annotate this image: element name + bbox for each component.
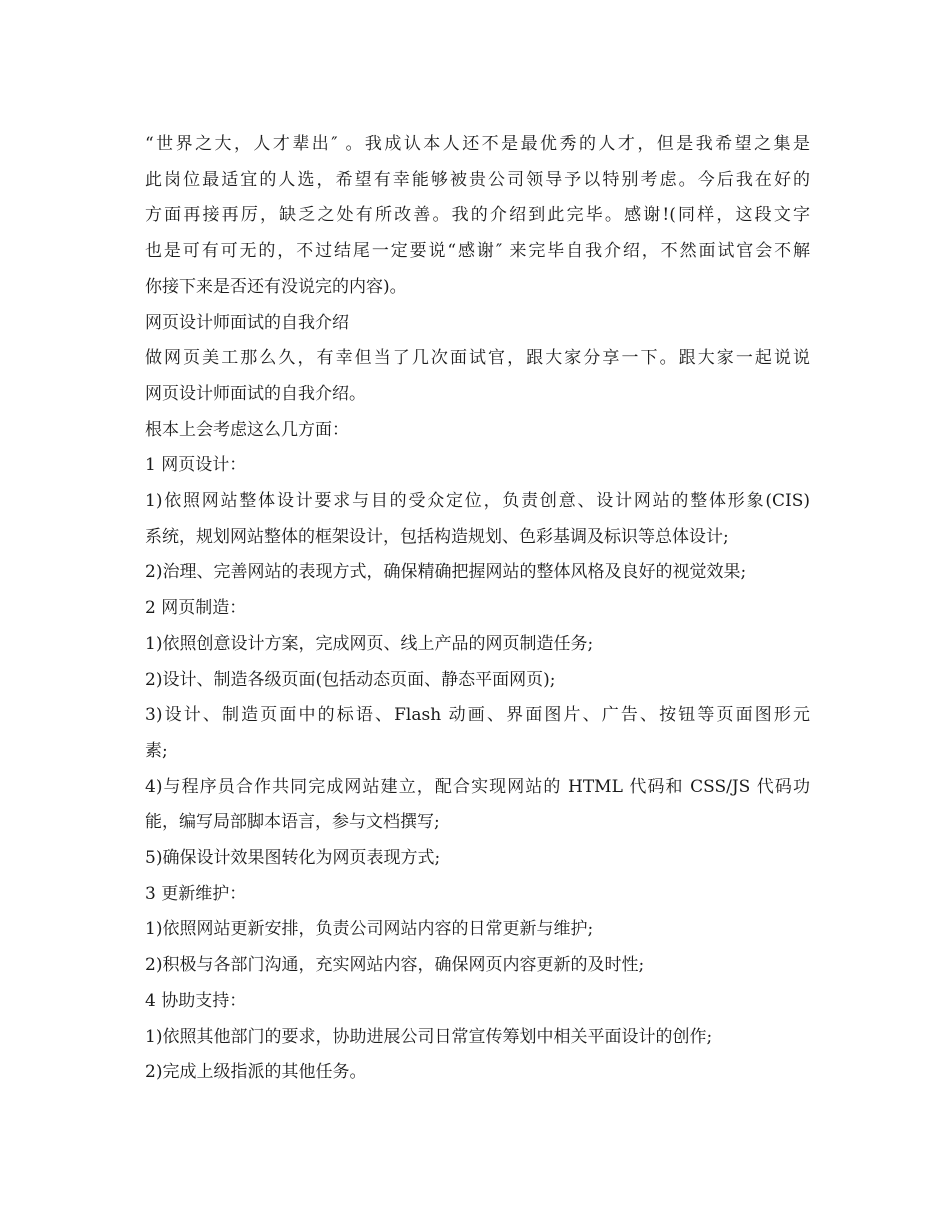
paragraph-line: 网页设计师面试的自我介绍。	[145, 383, 366, 404]
list-item: 能，编写局部脚本语言，参与文档撰写;	[145, 812, 440, 833]
list-item: 1)依照其他部门的要求，协助进展公司日常宣传筹划中相关平面设计的创作;	[145, 1026, 713, 1047]
document-page	[145, 127, 810, 1091]
paragraph-line: “世界之大，人才辈出″ 。我成认本人还不是最优秀的人才，但是我希望之集是	[145, 134, 810, 154]
section-heading: 网页设计师面试的自我介绍	[145, 312, 349, 333]
list-item: 2)积极与各部门沟通，充实网站内容，确保网页内容更新的及时性;	[145, 955, 645, 976]
list-item: 素;	[145, 740, 168, 761]
list-item: 系统，规划网站整体的框架设计，包括构造规划、色彩基调及标识等总体设计;	[145, 526, 729, 547]
list-heading: 4 协助支持：	[145, 990, 247, 1011]
list-heading: 3 更新维护：	[145, 883, 247, 904]
list-item: 1)依照创意设计方案，完成网页、线上产品的网页制造任务;	[145, 633, 594, 654]
list-item: 1)依照网站更新安排，负责公司网站内容的日常更新与维护;	[145, 919, 594, 940]
list-item: 3)设计、制造页面中的标语、Flash 动画、界面图片、广告、按钮等页面图形元	[145, 705, 810, 726]
list-item: 2)设计、制造各级页面(包括动态页面、静态平面网页);	[145, 669, 556, 690]
list-item: 5)确保设计效果图转化为网页表现方式;	[145, 848, 441, 869]
list-heading: 1 网页设计：	[145, 455, 247, 476]
paragraph-line: 方面再接再厉，缺乏之处有所改善。我的介绍到此完毕。感谢!(同样，这段文字	[145, 205, 810, 226]
list-item: 2)治理、完善网站的表现方式，确保精确把握网站的整体风格及良好的视觉效果;	[145, 562, 747, 583]
paragraph-line: 此岗位最适宜的人选，希望有幸能够被贵公司领导予以特别考虑。今后我在好的	[145, 169, 810, 190]
paragraph-line: 根本上会考虑这么几方面：	[145, 419, 349, 440]
paragraph-line: 你接下来是否还有没说完的内容)。	[145, 276, 407, 297]
list-item: 4)与程序员合作共同完成网站建立，配合实现网站的 HTML 代码和 CSS/JS 代码功	[145, 776, 810, 797]
list-item: 1)依照网站整体设计要求与目的受众定位，负责创意、设计网站的整体形象(CIS)	[145, 491, 810, 512]
paragraph-line: 做网页美工那么久，有幸但当了几次面试官，跟大家分享一下。跟大家一起说说	[145, 348, 810, 369]
list-heading: 2 网页制造：	[145, 598, 247, 619]
paragraph-line: 也是可有可无的，不过结尾一定要说“感谢″ 来完毕自我介绍，不然面试官会不解	[145, 241, 810, 262]
list-item: 2)完成上级指派的其他任务。	[145, 1062, 367, 1083]
